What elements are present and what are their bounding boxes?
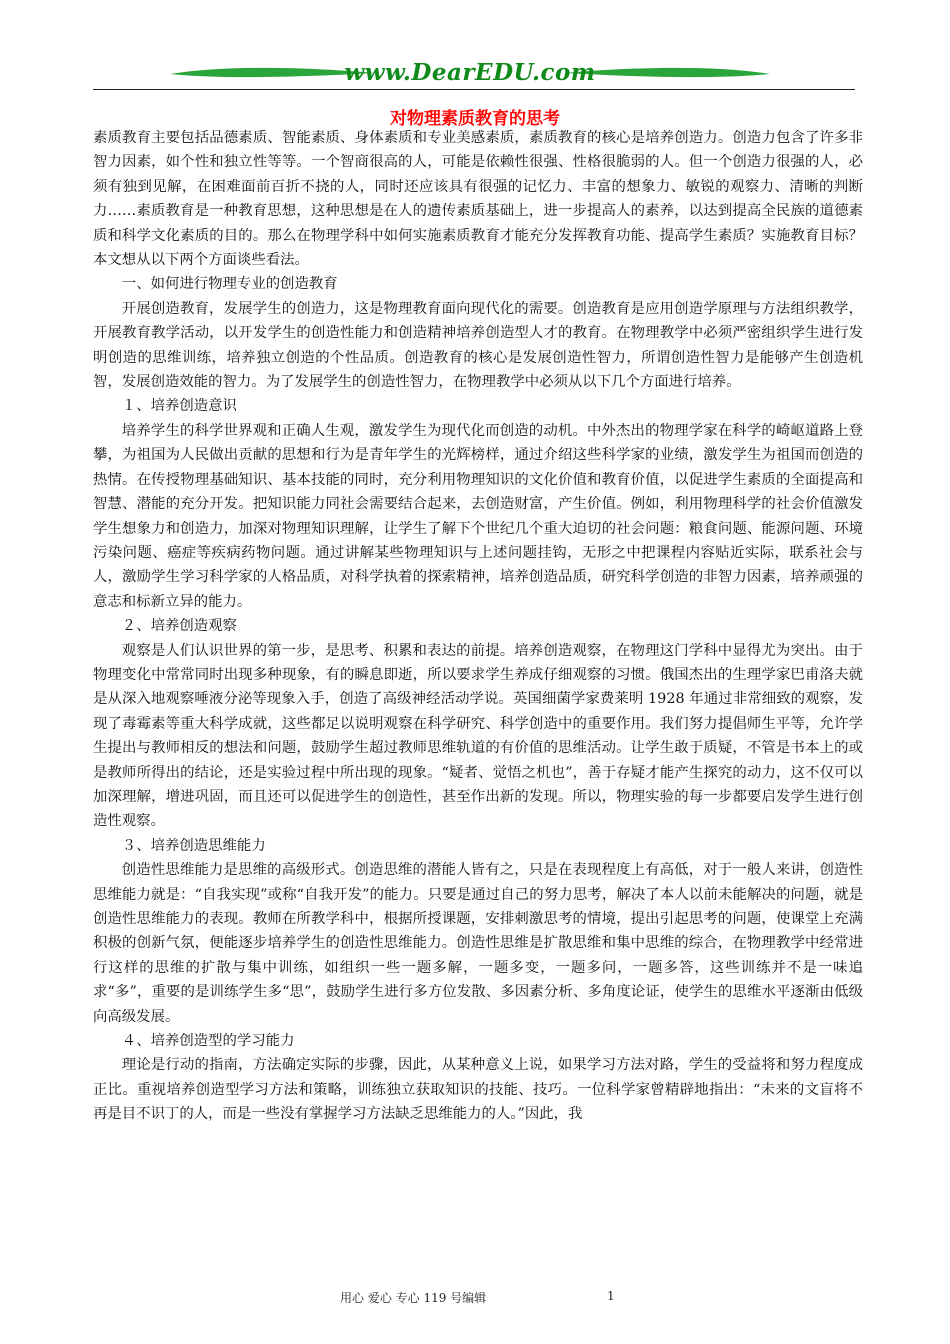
site-logo-banner[interactable] <box>170 58 770 88</box>
page-footer <box>0 1289 950 1309</box>
paragraph: 理论是行动的指南，方法确定实际的步骤，因此，从某种意义上说，如果学习方法对路，学生的受益将和努力程度成正比。重视培养创造型学习方法和策略，训练独立获取知识的技能、技巧。一位科学家曾精辟地指出：“未来的文盲将不再是目不识丁的人，而是一些没有掌握学习方法缺乏思维能力的人。”因此，我 <box>93 1057 863 1123</box>
paragraph: 观察是人们认识世界的第一步，是思考、积累和表达的前提。培养创造观察，在物理这门学科中显得尤为突出。由于物理变化中常常同时出现多种现象，有的瞬息即逝，所以要求学生养成仔细观察的习惯。俄国杰出的生理学家巴甫洛夫就是从深入地观察唾液分泌等现象入手，创造了高级神经活动学说。英国细菌学家费莱明 1928 年通过非常细致的观察，发现了毒霉素等重大科学成就，这些都足以说明观察在科学研究、科学创造中的重要作用。我们努力提倡师生平等，允许学生提出与教师相反的想法和问题，鼓励学生超过教师思维轨道的有价值的思维活动。让学生敢于质疑，不管是书本上的或是教师所得出的结论，还是实验过程中所出现的现象。“疑者、觉悟之机也”，善于存疑才能产生探究的动力，这不仅可以加深理解，增进巩固，而且还可以促进学生的创造性，甚至作出新的发现。所以，物理实验的每一步都要启发学生进行创造性观察。 <box>93 642 863 830</box>
document-title: 对物理素质教育的思考 <box>390 109 560 129</box>
header-divider <box>93 89 855 90</box>
paragraph: 创造性思维能力是思维的高级形式。创造思维的潜能人皆有之，只是在表现程度上有高低，对于一般人来讲，创造性思维能力就是：“自我实现”或称“自我开发”的能力。只要是通过自己的努力思考，解决了本人以前未能解决的问题，就是创造性思维能力的表现。教师在所教学科中，根据所授课题，安排刺激思考的情境，提出引起思考的问题，使课堂上充满积极的创新气氛，便能逐步培养学生的创造性思维能力。创造性思维是扩散思维和集中思维的综合，在物理教学中经常进行这样的思维的扩散与集中训练，如组织一些一题多解，一题多变，一题多问，一题多答，这些训练并不是一味追求“多”，重要的是训练学生多“思”，鼓励学生进行多方位发散、多因素分析、多角度论证，使学生的思维水平逐渐由低级向高级发展。 <box>93 862 863 1025</box>
subsection-heading: ２、培养创造观察 <box>121 618 237 635</box>
site-logo-text: www.DearEDU.com <box>344 59 596 86</box>
page-number: 1 <box>607 1289 615 1303</box>
paragraph: 开展创造教育，发展学生的创造力，这是物理教育面向现代化的需要。创造教育是应用创造学原理与方法组织教学，开展教育教学活动，以开发学生的创造性能力和创造精神培养创造型人才的教育。在物理教学中必须严密组织学生进行发明创造的思维训练，培养独立创造的个性品质。创造教育的核心是发展创造性智力，所谓创造性智力是能够产生创造机智，发展创造效能的智力。为了发展学生的创造性智力，在物理教学中必须从以下几个方面进行培养。 <box>93 300 863 391</box>
subsection-heading: ４、培养创造型的学习能力 <box>121 1033 295 1050</box>
footer-editor-note: 用心 爱心 专心 119 号编辑 <box>340 1291 487 1305</box>
document-body <box>93 126 863 1127</box>
section-heading: 一、如何进行物理专业的创造教育 <box>121 276 338 293</box>
paragraph-intro: 素质教育主要包括品德素质、智能素质、身体素质和专业美感素质，素质教育的核心是培养创造力。创造力包含了许多非智力因素，如个性和独立性等等。一个智商很高的人，可能是依赖性很强、性格很脆弱的人。但一个创造力很强的人，必须有独到见解，在困难面前百折不挠的人，同时还应该具有很强的记忆力、丰富的想象力、敏锐的观察力、清晰的判断力……素质教育是一种教育思想，这种思想是在人的遗传素质基础上，进一步提高人的素养，以达到提高全民族的道德素质和科学文化素质的目的。那么在物理学科中如何实施素质教育才能充分发挥教育功能、提高学生素质？实施教育目标？本文想从以下两个方面谈些看法。 <box>93 130 863 269</box>
subsection-heading: ３、培养创造思维能力 <box>121 837 266 854</box>
paragraph: 培养学生的科学世界观和正确人生观，激发学生为现代化而创造的动机。中外杰出的物理学家在科学的崎岖道路上登攀，为祖国为人民做出贡献的思想和行为是青年学生的光辉榜样，通过介绍这些科学家的业绩，激发学生为祖国而创造的热情。在传授物理基础知识、基本技能的同时，充分利用物理知识的文化价值和教育价值，以促进学生素质的全面提高和智慧、潜能的充分开发。把知识能力同社会需要结合起来，去创造财富，产生价值。例如，利用物理科学的社会价值激发学生想象力和创造力，加深对物理知识理解，让学生了解下个世纪几个重大迫切的社会问题：粮食问题、能源问题、环境污染问题、癌症等疾病药物问题。通过讲解某些物理知识与上述问题挂钩，无形之中把课程内容贴近实际，联系社会与人，激励学生学习科学家的人格品质，对科学执着的探索精神，培养创造品质，研究科学创造的非智力因素，培养顽强的意志和标新立异的能力。 <box>93 422 863 610</box>
subsection-heading: １、培养创造意识 <box>121 398 237 415</box>
